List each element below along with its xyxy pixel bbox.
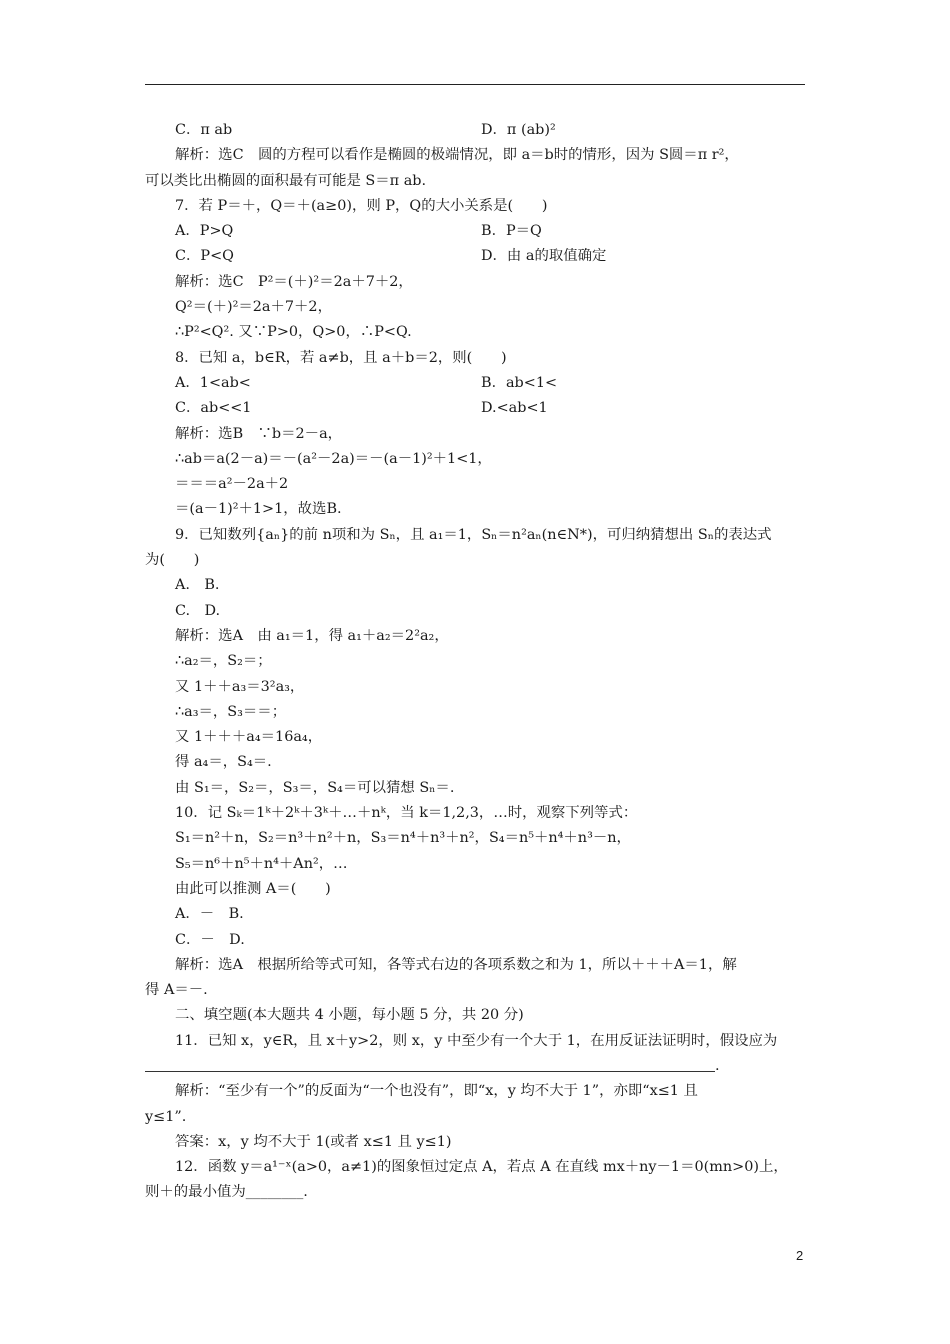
option-row bbox=[145, 118, 810, 143]
fill-in-blank bbox=[145, 1057, 715, 1072]
text-line: y≤1”. bbox=[145, 1108, 187, 1125]
text-line: C．－ D. bbox=[175, 931, 245, 948]
text-line: 解析：选C P²＝(＋)²＝2a＋7＋2， bbox=[175, 273, 413, 290]
text-line: 解析：选B ∵b＝2－a， bbox=[175, 425, 343, 442]
text-line: 则＋的最小值为________. bbox=[145, 1184, 308, 1201]
text-line: 得 a₄＝，S₄＝. bbox=[175, 754, 272, 771]
option-left: A．P>Q bbox=[175, 223, 234, 240]
text-line: 解析：选C 圆的方程可以看作是椭圆的极端情况，即 a＝b时的情形，因为 S圆＝π r²， bbox=[175, 147, 739, 164]
text-line: 12．函数 y＝a¹⁻ˣ(a>0，a≠1)的图象恒过定点 A，若点 A 在直线 mx＋ny－1＝0(mn>0)上， bbox=[175, 1159, 788, 1176]
text-line: 二、填空题(本大题共 4 小题，每小题 5 分，共 20 分) bbox=[175, 1007, 524, 1024]
text-line: ∴ab＝a(2－a)＝－(a²－2a)＝－(a－1)²＋1<1， bbox=[175, 450, 492, 467]
document-body bbox=[145, 118, 810, 1206]
text-line: 由 S₁＝，S₂＝，S₃＝，S₄＝可以猜想 Sₙ＝. bbox=[175, 779, 455, 796]
text-line: ∴P²<Q². 又∵P>0，Q>0，∴P<Q. bbox=[175, 324, 412, 341]
option-row bbox=[145, 219, 810, 244]
text-line: 答案：x，y 均不大于 1(或者 x≤1 且 y≤1) bbox=[175, 1133, 452, 1150]
text-line: 由此可以推测 A＝( ) bbox=[175, 880, 331, 897]
text-line: 得 A＝－. bbox=[145, 982, 208, 999]
option-row bbox=[145, 396, 810, 421]
text-line: S₅＝n⁶＋n⁵＋n⁴＋An²，… bbox=[175, 855, 348, 872]
blank-period: . bbox=[715, 1057, 720, 1074]
text-line: S₁＝n²＋n，S₂＝n³＋n²＋n，S₃＝n⁴＋n³＋n²，S₄＝n⁵＋n⁴＋n³－n， bbox=[175, 830, 631, 847]
option-row bbox=[145, 371, 810, 396]
text-line: 10．记 Sₖ＝1ᵏ＋2ᵏ＋3ᵏ＋…＋nᵏ，当 k＝1,2,3，…时，观察下列等式： bbox=[175, 805, 638, 822]
text-line: 9．已知数列{aₙ}的前 n项和为 Sₙ，且 a₁＝1，Sₙ＝n²aₙ(n∈N*)，可归纳猜想出 Sₙ的表达式 bbox=[175, 526, 772, 543]
text-line: 又 1＋＋＋a₄＝16a₄， bbox=[175, 729, 323, 746]
option-left: A．1<ab< bbox=[175, 374, 251, 391]
option-left: C．ab<<1 bbox=[175, 400, 252, 417]
option-right: D．π (ab)² bbox=[481, 122, 556, 138]
text-line: 为( ) bbox=[145, 552, 200, 569]
text-line: 7．若 P＝＋，Q＝＋(a≥0)，则 P，Q的大小关系是( ) bbox=[175, 197, 548, 214]
header-rule bbox=[145, 84, 805, 85]
option-row bbox=[145, 244, 810, 269]
option-right: D.<ab<1 bbox=[481, 400, 548, 417]
text-line: 解析：“至少有一个”的反面为“一个也没有”，即“x，y 均不大于 1”，亦即“x≤1 且 bbox=[175, 1083, 698, 1100]
page-number: 2 bbox=[796, 1248, 804, 1263]
text-line: 8．已知 a，b∈R，若 a≠b，且 a＋b＝2，则( ) bbox=[175, 349, 507, 366]
text-line: A. B. bbox=[175, 577, 220, 594]
option-right: B．ab<1< bbox=[481, 374, 558, 391]
option-right: B．P＝Q bbox=[481, 223, 542, 240]
option-right: D．由 a的取值确定 bbox=[481, 248, 607, 265]
text-line: ∴a₂＝，S₂＝； bbox=[175, 653, 272, 670]
option-left: C．π ab bbox=[175, 122, 233, 138]
option-left: C．P<Q bbox=[175, 248, 234, 265]
text-line: Q²＝(＋)²＝2a＋7＋2， bbox=[175, 299, 332, 316]
text-line: 11．已知 x，y∈R，且 x＋y>2，则 x，y 中至少有一个大于 1，在用反证法证明时，假设应为 bbox=[175, 1032, 778, 1049]
text-line: 解析：选A 由 a₁＝1，得 a₁＋a₂＝2²a₂， bbox=[175, 627, 449, 644]
text-line: 又 1＋＋a₃＝3²a₃， bbox=[175, 678, 305, 695]
text-line: 可以类比出椭圆的面积最有可能是 S＝π ab. bbox=[145, 172, 427, 189]
text-line: C. D. bbox=[175, 602, 221, 619]
text-line: ∴a₃＝，S₃＝＝； bbox=[175, 703, 287, 720]
text-line: A．－ B. bbox=[175, 906, 244, 923]
answer-blank-line bbox=[145, 1054, 810, 1079]
text-line: ＝(a－1)²＋1>1，故选B. bbox=[175, 501, 342, 518]
text-line: ＝＝＝a²－2a＋2 bbox=[175, 476, 289, 493]
text-line: 解析：选A 根据所给等式可知，各等式右边的各项系数之和为 1，所以＋＋＋A＝1，解 bbox=[175, 956, 737, 973]
